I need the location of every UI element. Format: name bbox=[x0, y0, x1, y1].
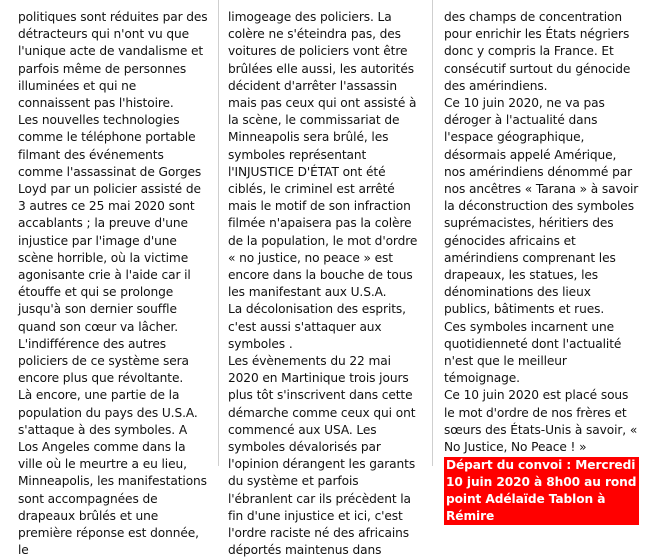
column-divider bbox=[432, 0, 433, 466]
paragraph: Ce 10 juin 2020, ne va pas déroger à l'actualité dans l'espace géographique, désormais appelé Amérique, nos amérindiens dénommé par nos ancêtres « Tarana » à savoir la déconstruction des symboles suprémacistes, héritiers des génocides africains et amérindiens comprenant les drapeaux, les statues, les dénominations des lieux publics, bâtiments et rues. bbox=[444, 96, 639, 317]
text-column-2 bbox=[228, 9, 421, 560]
paragraph: Là encore, une partie de la population du pays des U.S.A. s'attaque à des symboles. A Los Angeles comme dans la ville où le meurtre a eu lieu, Minneapolis, les manifestations sont accompagnées de drapeaux brûlés et une première réponse est donnée, le bbox=[18, 388, 207, 558]
text-column-3 bbox=[444, 9, 639, 525]
paragraph: L'indifférence des autres policiers de ce système sera encore plus que révoltante. bbox=[18, 336, 189, 386]
paragraph: politiques sont réduites par des détracteurs qui n'ont vu que l'unique acte de vandalisme et parfois même de personnes illuminées et qui ne connaissent pas l'histoire. bbox=[18, 10, 208, 111]
paragraph: des champs de concentration pour enrichir les États négriers donc y compris la France. Et consécutif surtout du génocide des amérindiens. bbox=[444, 10, 631, 93]
column-divider bbox=[218, 0, 219, 466]
text-column-1 bbox=[18, 9, 208, 560]
paragraph: Ce 10 juin 2020 est placé sous le mot d'ordre de nos frères et sœurs des États-Unis à savoir, « No Justice, No Peace ! » bbox=[444, 388, 638, 455]
paragraph: Les nouvelles technologies comme le téléphone portable filmant des événements comme l'assassinat de Gorges Loyd par un policier assisté de 3 autres ce 25 mai 2020 sont accablants ; la preuve d'une injustice par l'image d'une scène horrible, où la victime agonisante crie à l'aide car il étouffe et qui se prolonge jusqu'à son dernier souffle quand son cœur va lâcher. bbox=[18, 113, 202, 334]
paragraph: Ces symboles incarnent une quotidienneté dont l'actualité n'est que le meilleur témoignage. bbox=[444, 319, 622, 386]
convoy-departure-callout: Départ du convoi : Mercredi 10 juin 2020 à 8h00 au rond point Adélaïde Tablon à Rémire bbox=[444, 457, 639, 525]
paragraph: Les évènements du 22 mai 2020 en Martinique trois jours plus tôt s'inscrivent dans cette démarche comme ceux qui ont commencé aux USA. Les symboles dévalorisés par l'opinion dérangent les garants du système et parfois l'ébranlent car ils précèdent la fin d'une injustice et ici, c'est l'ordre raciste né des africains déportés maintenus dans bbox=[228, 354, 416, 558]
paragraph: limogeage des policiers. La colère ne s'éteindra pas, des voitures de policiers vont être brûlées elle aussi, les autorités décident d'arrêter l'assassin mais pas ceux qui ont assisté à la scène, le commissariat de Minneapolis sera brûlé, les symboles représentant l'INJUSTICE D'ÉTAT ont été ciblés, le criminel est arrêté mais le motif de son infraction filmée n'apaisera pas la colère de la population, le mot d'ordre « no justice, no peace » est encore dans la bouche de tous les manifestant aux U.S.A. bbox=[228, 10, 418, 300]
paragraph: La décolonisation des esprits, c'est aussi s'attaquer aux symboles . bbox=[228, 302, 406, 351]
